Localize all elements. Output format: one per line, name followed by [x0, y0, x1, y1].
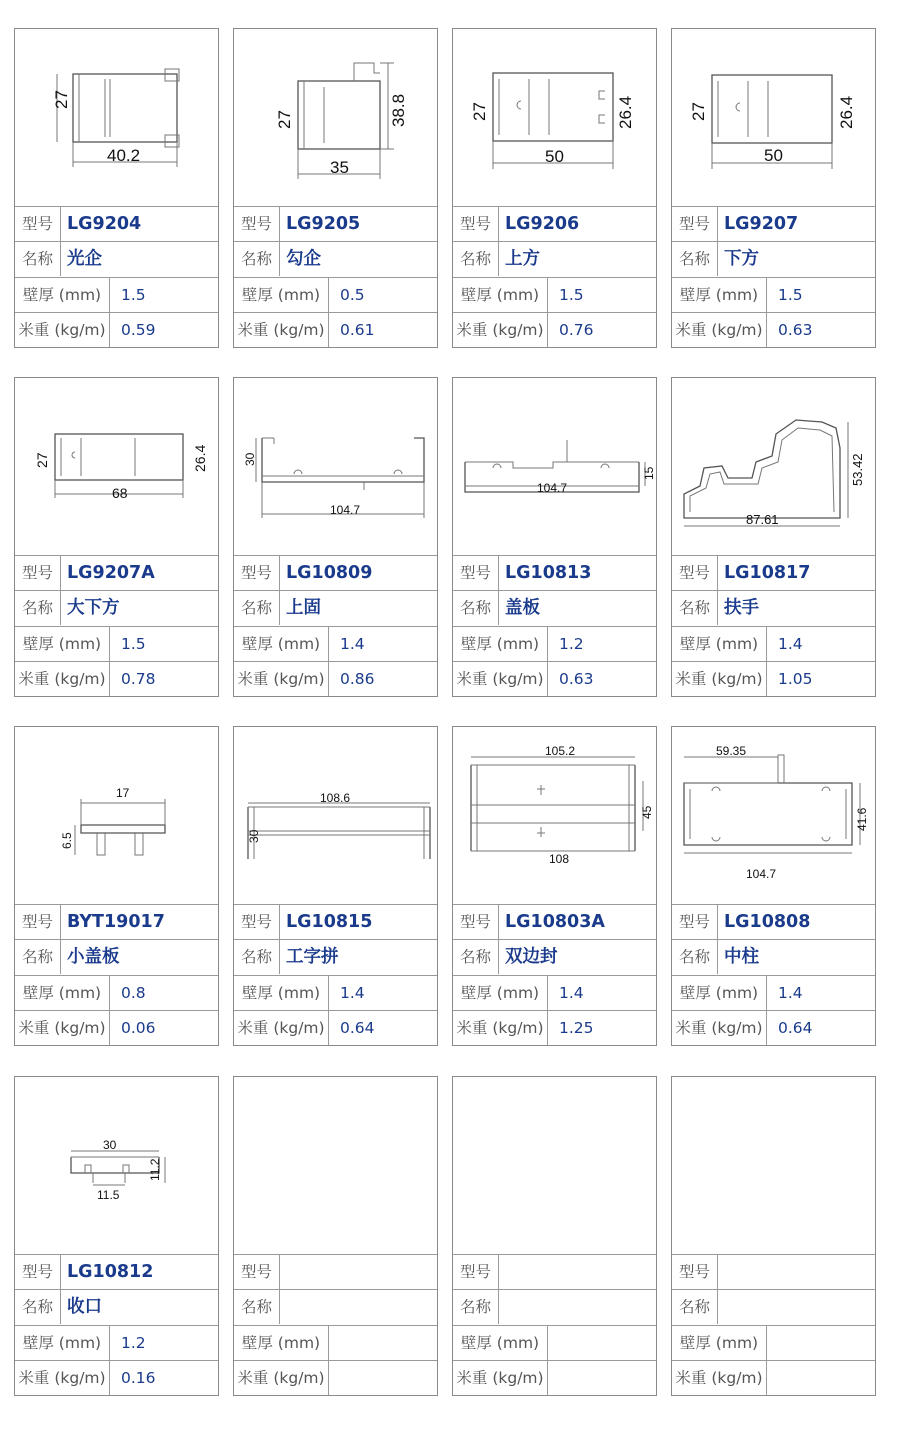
name-value: 勾企: [286, 249, 321, 269]
name-value: 上固: [286, 598, 321, 618]
thickness-label: 壁厚 (mm): [234, 976, 329, 1010]
weight-value: 0.06: [121, 1019, 156, 1037]
name-label: 名称: [672, 1290, 718, 1324]
weight-label: 米重 (kg/m): [234, 1361, 329, 1395]
dim-label: 53.42: [850, 453, 865, 486]
dim-label: 30: [247, 829, 261, 843]
name-label: 名称: [672, 242, 718, 276]
profile-drawing: [234, 727, 437, 904]
name-label: 名称: [453, 242, 499, 276]
name-label: 名称: [15, 591, 61, 625]
product-card-empty: [233, 1076, 438, 1396]
model-row: [15, 206, 218, 241]
thickness-row: [672, 975, 875, 1010]
dim-label: 40.2: [107, 146, 141, 165]
weight-row: [15, 1360, 218, 1395]
weight-row: [672, 1010, 875, 1045]
product-card: [452, 726, 657, 1046]
name-row: [672, 590, 875, 625]
thickness-value: 1.5: [559, 286, 584, 304]
profile-drawing-empty: [453, 1077, 656, 1254]
weight-row: [15, 312, 218, 347]
thickness-row: [15, 626, 218, 661]
weight-label: 米重 (kg/m): [453, 1011, 548, 1045]
dim-label: 27: [34, 452, 50, 468]
dim-label: 108.6: [320, 791, 351, 805]
model-label: 型号: [15, 556, 61, 590]
weight-value: 0.86: [340, 670, 375, 688]
weight-value: 0.63: [778, 321, 813, 339]
dim-label: 27: [52, 90, 71, 109]
dim-label: 108: [549, 852, 570, 866]
weight-label: 米重 (kg/m): [15, 1361, 110, 1395]
product-card: [233, 28, 438, 348]
weight-row: [234, 312, 437, 347]
model-label: 型号: [672, 1255, 718, 1289]
model-value: LG10803A: [505, 912, 605, 932]
profile-drawing: [453, 29, 656, 206]
dim-label: 45: [640, 805, 654, 819]
thickness-value: 1.4: [340, 635, 365, 653]
model-value: LG10808: [724, 912, 811, 932]
weight-label: 米重 (kg/m): [672, 313, 767, 347]
dim-label: 50: [545, 147, 564, 166]
thickness-row: [234, 277, 437, 312]
name-row: [453, 1289, 656, 1324]
product-card: [452, 28, 657, 348]
name-label: 名称: [234, 242, 280, 276]
name-row: [15, 241, 218, 276]
name-row: [234, 1289, 437, 1324]
thickness-value: 1.5: [121, 635, 146, 653]
weight-value: 0.63: [559, 670, 594, 688]
thickness-label: 壁厚 (mm): [672, 1326, 767, 1360]
name-value: 盖板: [505, 598, 540, 618]
model-row: [453, 206, 656, 241]
weight-row: [453, 661, 656, 696]
thickness-row: [15, 1325, 218, 1360]
thickness-value: 1.2: [559, 635, 584, 653]
name-label: 名称: [15, 1290, 61, 1324]
dim-label: 27: [470, 102, 489, 121]
dim-label: 30: [103, 1138, 117, 1152]
thickness-row: [234, 975, 437, 1010]
weight-label: 米重 (kg/m): [453, 662, 548, 696]
profile-drawing: [234, 29, 437, 206]
weight-row: [672, 312, 875, 347]
profile-drawing: [15, 29, 218, 206]
thickness-label: 壁厚 (mm): [453, 1326, 548, 1360]
weight-label: 米重 (kg/m): [15, 1011, 110, 1045]
weight-label: 米重 (kg/m): [234, 662, 329, 696]
name-label: 名称: [234, 1290, 280, 1324]
dim-label: 26.4: [616, 95, 635, 129]
thickness-label: 壁厚 (mm): [453, 278, 548, 312]
thickness-label: 壁厚 (mm): [672, 627, 767, 661]
product-card-empty: [452, 1076, 657, 1396]
model-label: 型号: [672, 207, 718, 241]
dim-label: 11.5: [97, 1188, 120, 1202]
name-label: 名称: [453, 591, 499, 625]
dim-label: 27: [689, 102, 708, 121]
weight-value: 0.76: [559, 321, 594, 339]
thickness-row: [453, 277, 656, 312]
weight-value: 0.59: [121, 321, 156, 339]
dim-label: 38.8: [389, 93, 408, 127]
thickness-value: 1.4: [778, 635, 803, 653]
dim-label: 68: [112, 485, 128, 501]
weight-label: 米重 (kg/m): [234, 1011, 329, 1045]
model-row: [672, 206, 875, 241]
profile-drawing: [234, 378, 437, 555]
product-card: [14, 28, 219, 348]
model-label: 型号: [453, 1255, 499, 1289]
thickness-label: 壁厚 (mm): [234, 278, 329, 312]
name-value: 收口: [67, 1297, 102, 1317]
thickness-value: 1.2: [121, 1334, 146, 1352]
weight-label: 米重 (kg/m): [15, 662, 110, 696]
name-label: 名称: [234, 940, 280, 974]
profile-drawing: [453, 378, 656, 555]
model-row: [234, 206, 437, 241]
weight-value: 0.16: [121, 1369, 156, 1387]
name-row: [234, 241, 437, 276]
name-row: [453, 241, 656, 276]
weight-label: 米重 (kg/m): [672, 1361, 767, 1395]
model-label: 型号: [234, 1255, 280, 1289]
profile-drawing: [672, 727, 875, 904]
thickness-row: [15, 975, 218, 1010]
weight-label: 米重 (kg/m): [15, 313, 110, 347]
thickness-value: 1.4: [340, 984, 365, 1002]
model-label: 型号: [672, 556, 718, 590]
thickness-label: 壁厚 (mm): [453, 627, 548, 661]
weight-row: [234, 1360, 437, 1395]
dim-label: 104.7: [537, 481, 568, 495]
weight-row: [672, 1360, 875, 1395]
dim-label: 104.7: [330, 503, 361, 517]
weight-label: 米重 (kg/m): [672, 1011, 767, 1045]
weight-value: 1.25: [559, 1019, 594, 1037]
dim-label: 87.61: [746, 512, 779, 527]
thickness-label: 壁厚 (mm): [453, 976, 548, 1010]
name-value: 双边封: [505, 947, 558, 967]
model-label: 型号: [234, 207, 280, 241]
name-value: 中柱: [724, 947, 759, 967]
weight-row: [15, 661, 218, 696]
name-label: 名称: [672, 940, 718, 974]
name-label: 名称: [453, 1290, 499, 1324]
weight-label: 米重 (kg/m): [672, 662, 767, 696]
name-label: 名称: [453, 940, 499, 974]
dim-label: 11.2: [148, 1158, 162, 1181]
product-card: [671, 726, 876, 1046]
thickness-row: [672, 277, 875, 312]
weight-row: [234, 1010, 437, 1045]
name-row: [15, 1289, 218, 1324]
product-card: [14, 1076, 219, 1396]
weight-value: 0.64: [340, 1019, 375, 1037]
name-label: 名称: [672, 591, 718, 625]
thickness-row: [15, 277, 218, 312]
weight-label: 米重 (kg/m): [453, 1361, 548, 1395]
name-row: [15, 590, 218, 625]
weight-label: 米重 (kg/m): [234, 313, 329, 347]
name-value: 光企: [67, 249, 102, 269]
thickness-label: 壁厚 (mm): [234, 627, 329, 661]
weight-value: 0.64: [778, 1019, 813, 1037]
model-label: 型号: [234, 556, 280, 590]
name-row: [234, 590, 437, 625]
profile-drawing: [15, 727, 218, 904]
model-row: [234, 1254, 437, 1289]
product-card: [233, 377, 438, 697]
name-row: [234, 939, 437, 974]
model-value: LG10809: [286, 563, 373, 583]
name-label: 名称: [15, 940, 61, 974]
weight-value: 0.78: [121, 670, 156, 688]
dim-label: 30: [243, 452, 257, 466]
dim-label: 15: [642, 466, 656, 480]
product-card: [671, 377, 876, 697]
name-value: 小盖板: [67, 947, 120, 967]
thickness-value: 1.5: [778, 286, 803, 304]
thickness-value: 0.5: [340, 286, 365, 304]
name-label: 名称: [15, 242, 61, 276]
product-card: [233, 726, 438, 1046]
name-value: 工字拼: [286, 947, 339, 967]
model-row: [234, 555, 437, 590]
name-row: [453, 939, 656, 974]
model-row: [15, 1254, 218, 1289]
model-row: [234, 904, 437, 939]
dim-label: 26.4: [837, 95, 856, 129]
model-value: LG10817: [724, 563, 811, 583]
thickness-label: 壁厚 (mm): [15, 627, 110, 661]
thickness-value: 1.4: [778, 984, 803, 1002]
dim-label: 104.7: [746, 867, 777, 881]
thickness-row: [234, 1325, 437, 1360]
name-row: [453, 590, 656, 625]
thickness-label: 壁厚 (mm): [15, 976, 110, 1010]
model-label: 型号: [234, 905, 280, 939]
dim-label: 35: [330, 158, 349, 177]
model-label: 型号: [15, 207, 61, 241]
model-value: LG9206: [505, 214, 580, 234]
profile-drawing-empty: [672, 1077, 875, 1254]
dim-label: 17: [116, 786, 130, 800]
model-value: LG9205: [286, 214, 361, 234]
weight-value: 0.61: [340, 321, 375, 339]
dim-label: 27: [275, 110, 294, 129]
thickness-value: 0.8: [121, 984, 146, 1002]
weight-row: [672, 661, 875, 696]
profile-drawing: [15, 1077, 218, 1254]
name-label: 名称: [234, 591, 280, 625]
model-row: [15, 555, 218, 590]
model-label: 型号: [453, 207, 499, 241]
thickness-label: 壁厚 (mm): [672, 278, 767, 312]
name-row: [672, 241, 875, 276]
model-label: 型号: [672, 905, 718, 939]
name-row: [672, 1289, 875, 1324]
thickness-value: 1.5: [121, 286, 146, 304]
product-card: [671, 28, 876, 348]
name-row: [15, 939, 218, 974]
weight-row: [453, 1010, 656, 1045]
name-value: 扶手: [724, 598, 759, 618]
model-row: [453, 1254, 656, 1289]
name-value: 上方: [505, 249, 540, 269]
thickness-row: [672, 1325, 875, 1360]
profile-drawing: [672, 378, 875, 555]
dim-label: 26.4: [192, 444, 208, 472]
thickness-label: 壁厚 (mm): [672, 976, 767, 1010]
model-label: 型号: [453, 556, 499, 590]
dim-label: 59.35: [716, 744, 747, 758]
thickness-label: 壁厚 (mm): [234, 1326, 329, 1360]
model-value: LG9204: [67, 214, 142, 234]
dim-label: 6.5: [60, 832, 74, 849]
dim-label: 41.6: [855, 807, 869, 831]
product-card: [14, 377, 219, 697]
thickness-row: [453, 1325, 656, 1360]
profile-drawing: [672, 29, 875, 206]
profile-drawing-empty: [234, 1077, 437, 1254]
model-value: LG9207A: [67, 563, 155, 583]
model-row: [453, 904, 656, 939]
thickness-row: [234, 626, 437, 661]
name-value: 大下方: [67, 598, 120, 618]
model-row: [15, 904, 218, 939]
model-label: 型号: [15, 905, 61, 939]
profile-drawing: [453, 727, 656, 904]
name-row: [672, 939, 875, 974]
thickness-label: 壁厚 (mm): [15, 1326, 110, 1360]
weight-value: 1.05: [778, 670, 813, 688]
model-label: 型号: [453, 905, 499, 939]
weight-row: [453, 1360, 656, 1395]
model-row: [672, 555, 875, 590]
product-card: [452, 377, 657, 697]
weight-row: [234, 661, 437, 696]
model-value: BYT19017: [67, 912, 165, 932]
thickness-label: 壁厚 (mm): [15, 278, 110, 312]
model-row: [453, 555, 656, 590]
model-value: LG9207: [724, 214, 799, 234]
weight-row: [15, 1010, 218, 1045]
name-value: 下方: [724, 249, 759, 269]
dim-label: 50: [764, 146, 783, 165]
thickness-row: [672, 626, 875, 661]
profile-drawing: [15, 378, 218, 555]
dim-label: 105.2: [545, 744, 576, 758]
model-row: [672, 1254, 875, 1289]
weight-label: 米重 (kg/m): [453, 313, 548, 347]
thickness-row: [453, 975, 656, 1010]
weight-row: [453, 312, 656, 347]
thickness-row: [453, 626, 656, 661]
model-row: [672, 904, 875, 939]
product-card-empty: [671, 1076, 876, 1396]
model-label: 型号: [15, 1255, 61, 1289]
model-value: LG10812: [67, 1262, 154, 1282]
product-card: [14, 726, 219, 1046]
thickness-value: 1.4: [559, 984, 584, 1002]
model-value: LG10813: [505, 563, 592, 583]
model-value: LG10815: [286, 912, 373, 932]
